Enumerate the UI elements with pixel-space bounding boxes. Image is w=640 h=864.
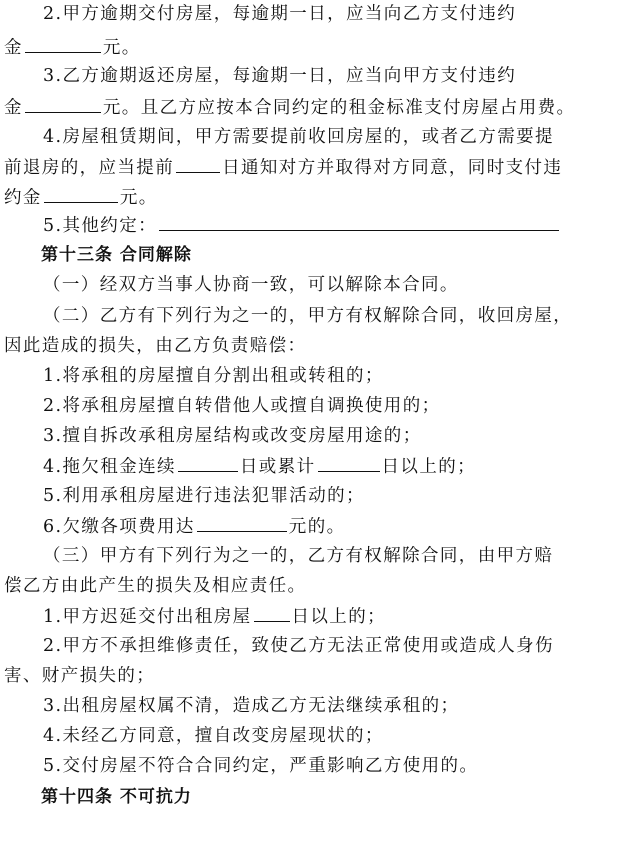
clause-12-item-5: 5.其他约定：	[43, 213, 561, 238]
clause-13-part-3-line-2: 偿乙方由此产生的损失及相应责任。	[4, 576, 307, 596]
clause-13-part-3-item-4: 4.未经乙方同意，擅自改变房屋现状的；	[43, 726, 384, 746]
clause-12-item-4-line-1: 4.房屋租赁期间，甲方需要提前收回房屋的，或者乙方需要提	[43, 127, 554, 147]
clause-13-part-3-item-2-line-1: 2.甲方不承担维修责任，致使乙方无法正常使用或造成人身伤	[43, 636, 554, 656]
penalty-amount-blank[interactable]	[25, 35, 101, 53]
clause-13-part-1: （一）经双方当事人协商一致，可以解除本合同。	[43, 275, 459, 295]
clause-12-item-2-line-2: 金 元。	[4, 35, 141, 60]
clause-13-part-3-item-5: 5.交付房屋不符合合同约定，严重影响乙方使用的。	[43, 756, 479, 776]
notice-days-blank[interactable]	[176, 155, 220, 173]
clause-13-part-3-line-1: （三）甲方有下列行为之一的，乙方有权解除合同，由甲方赔	[43, 546, 554, 566]
clause-13-part-3-item-1: 1.甲方迟延交付出租房屋 日以上的；	[43, 604, 386, 629]
consecutive-days-blank[interactable]	[178, 454, 238, 472]
return-penalty-blank[interactable]	[25, 95, 101, 113]
clause-13-part-2-item-1: 1.将承租的房屋擅自分割出租或转租的；	[43, 366, 384, 386]
unpaid-fees-blank[interactable]	[197, 514, 287, 532]
clause-12-item-3-line-2: 金 元。且乙方应按本合同约定的租金标准支付房屋占用费。	[4, 95, 575, 120]
cumulative-days-blank[interactable]	[318, 454, 380, 472]
article-14-heading: 第十四条 不可抗力	[41, 787, 192, 807]
early-termination-penalty-blank[interactable]	[44, 185, 118, 203]
delay-days-blank[interactable]	[254, 604, 290, 622]
clause-13-part-2-line-1: （二）乙方有下列行为之一的，甲方有权解除合同，收回房屋，	[43, 306, 573, 326]
clause-13-part-2-item-2: 2.将承租房屋擅自转借他人或擅自调换使用的；	[43, 396, 441, 416]
other-agreement-blank[interactable]	[159, 213, 559, 231]
clause-12-item-3-line-1: 3.乙方逾期返还房屋，每逾期一日，应当向甲方支付违约	[43, 66, 517, 86]
clause-13-part-2-item-6: 6.欠缴各项费用达 元的。	[43, 514, 346, 539]
clause-12-item-2-line-1: 2.甲方逾期交付房屋，每逾期一日，应当向乙方支付违约	[43, 4, 517, 24]
clause-13-part-2-item-3: 3.擅自拆改承租房屋结构或改变房屋用途的；	[43, 426, 422, 446]
clause-12-item-4-line-3: 约金 元。	[4, 185, 158, 210]
clause-13-part-2-item-4: 4.拖欠租金连续 日或累计 日以上的；	[43, 454, 476, 479]
clause-13-part-2-line-2: 因此造成的损失，由乙方负责赔偿：	[4, 336, 307, 356]
article-13-heading: 第十三条 合同解除	[41, 245, 192, 265]
clause-13-part-3-item-3: 3.出租房屋权属不清，造成乙方无法继续承租的；	[43, 696, 460, 716]
clause-13-part-2-item-5: 5.利用承租房屋进行违法犯罪活动的；	[43, 486, 365, 506]
clause-13-part-3-item-2-line-2: 害、财产损失的；	[4, 666, 156, 686]
clause-12-item-4-line-2: 前退房的，应当提前 日通知对方并取得对方同意，同时支付违	[4, 155, 562, 180]
